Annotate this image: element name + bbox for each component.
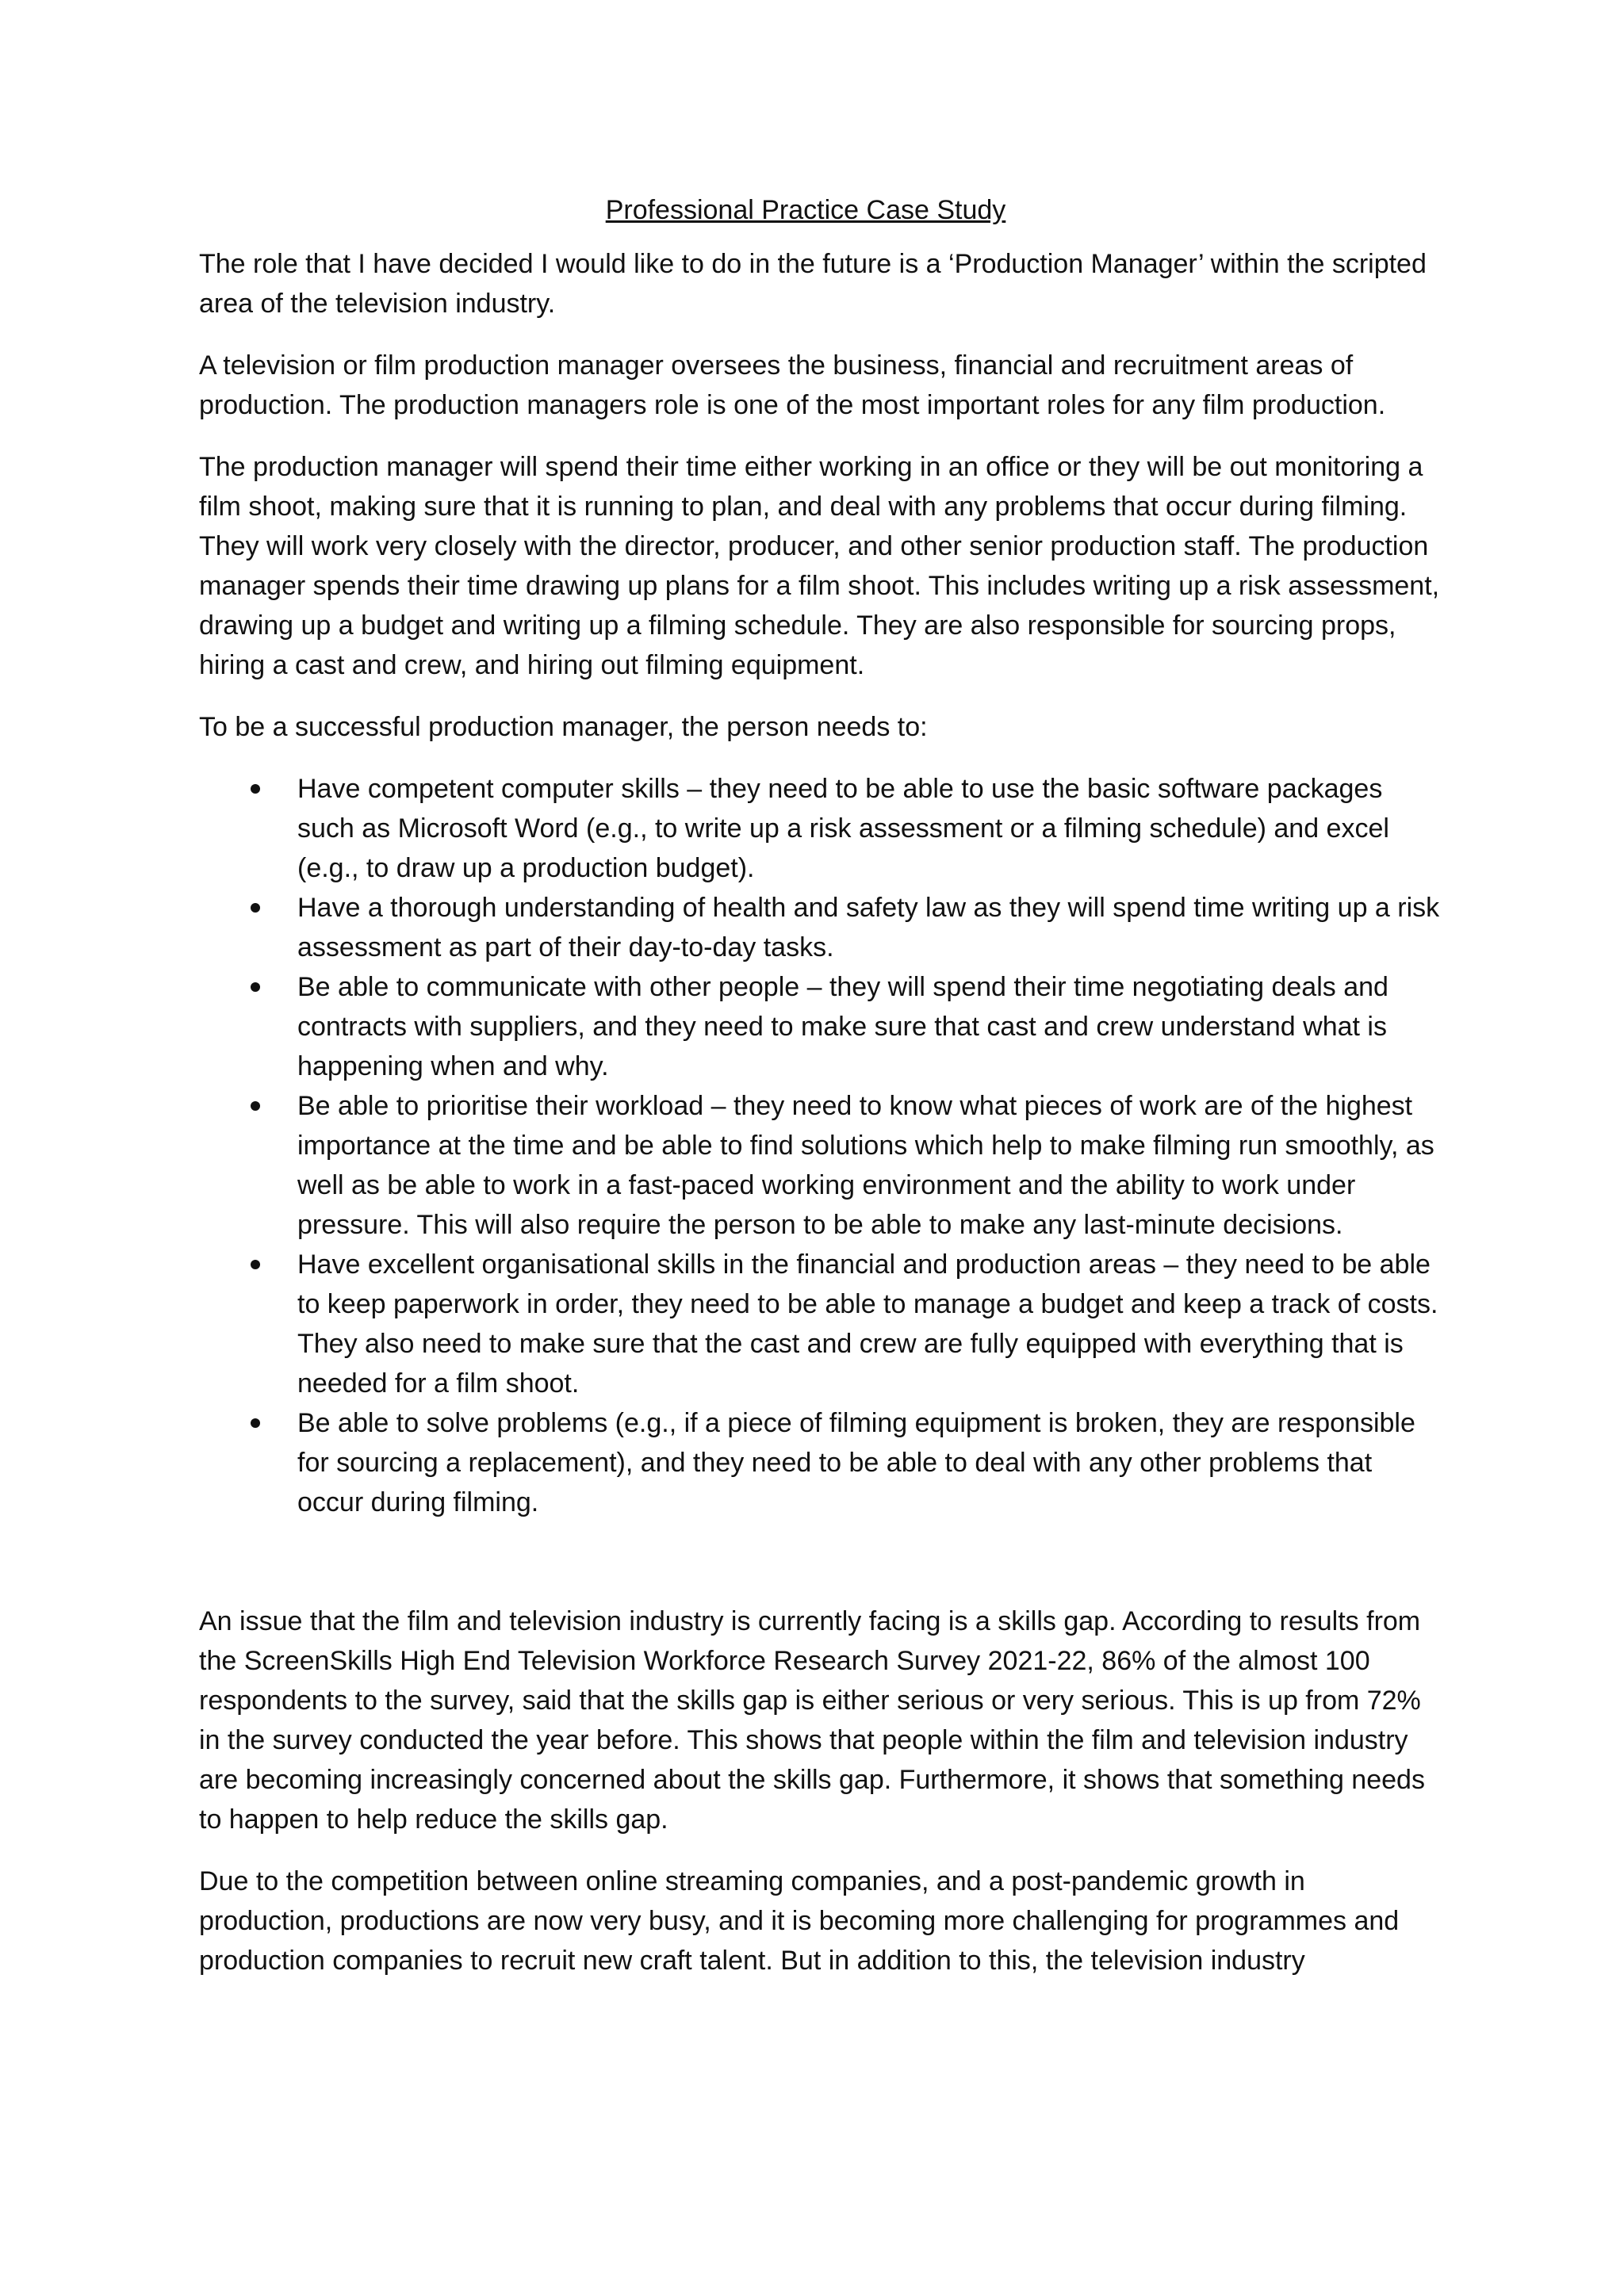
- list-item-text: Be able to prioritise their workload – they need to know what pieces of work are of the highest importance at the time and be able to find solutions which help to make filming run smoothly, as well as be able to work in a fast-paced working environment and the ability to work under pressure. This will also require the person to be able to make any last-minute decisions.: [297, 1091, 1434, 1240]
- list-item: [199, 1086, 1444, 1245]
- list-item: [199, 1403, 1444, 1522]
- requirements-list: [199, 769, 1444, 1522]
- bullet-icon: [251, 1101, 260, 1111]
- list-item-text: Have excellent organisational skills in the financial and production areas – they need to be able to keep paperwork in order, they need to be able to manage a budget and keep a track of costs. They also need to make sure that the cast and crew are fully equipped with everything that is needed for a film shoot.: [297, 1249, 1438, 1399]
- section-spacer: [199, 1522, 1444, 1601]
- list-item: [199, 769, 1444, 888]
- bullet-icon: [251, 1418, 260, 1428]
- list-item-text: Be able to communicate with other people – they will spend their time negotiating deals and contracts with suppliers, and they need to make sure that cast and crew understand what is happening when and why.: [297, 972, 1388, 1081]
- document-page: [199, 190, 1444, 2003]
- paragraph-competition: Due to the competition between online streaming companies, and a post-pandemic growth in production, productions are now very busy, and it is becoming more challenging for programmes and production companies to recruit new craft talent. But in addition to this, the television industry: [199, 1866, 1400, 1976]
- list-item: [199, 888, 1444, 967]
- list-item: [199, 967, 1444, 1086]
- bullet-icon: [251, 982, 260, 992]
- bullet-icon: [251, 903, 260, 913]
- list-item-text: Have a thorough understanding of health and safety law as they will spend time writing up a risk assessment as part of their day-to-day tasks.: [297, 893, 1440, 962]
- paragraph-role-duties: The production manager will spend their time either working in an office or they will be out monitoring a film shoot, making sure that it is running to plan, and deal with any problems that occur during filming. They will work very closely with the director, producer, and other senior production staff. The production manager spends their time drawing up plans for a film shoot. This includes writing up a risk assessment, drawing up a budget and writing up a filming schedule. They are also responsible for sourcing props, hiring a cast and crew, and hiring out filming equipment.: [199, 452, 1440, 680]
- paragraph-role-overview: A television or film production manager oversees the business, financial and recruitment areas of production. The production managers role is one of the most important roles for any film production.: [199, 350, 1386, 420]
- paragraph-requirements-intro: To be a successful production manager, the person needs to:: [199, 712, 928, 742]
- bullet-icon: [251, 1260, 260, 1269]
- list-item-text: Be able to solve problems (e.g., if a piece of filming equipment is broken, they are responsible for sourcing a replacement), and they need to be able to deal with any other problems that occur during filming.: [297, 1408, 1415, 1517]
- page-title: Professional Practice Case Study: [605, 195, 1006, 225]
- paragraph-skills-gap: An issue that the film and television industry is currently facing is a skills gap. According to results from the ScreenSkills High End Television Workforce Research Survey 2021-22, 86% of the almost 100 respondents to the survey, said that the skills gap is either serious or very serious. This is up from 72% in the survey conducted the year before. This shows that people within the film and television industry are becoming increasingly concerned about the skills gap. Furthermore, it shows that something needs to happen to help reduce the skills gap.: [199, 1606, 1425, 1835]
- bullet-icon: [251, 784, 260, 794]
- paragraph-role-intro: The role that I have decided I would like to do in the future is a ‘Production Manager’ within the scripted area of the television industry.: [199, 249, 1427, 319]
- list-item-text: Have competent computer skills – they need to be able to use the basic software packages such as Microsoft Word (e.g., to write up a risk assessment or a filming schedule) and excel (e.g., to draw up a production budget).: [297, 774, 1389, 883]
- list-item: [199, 1245, 1444, 1403]
